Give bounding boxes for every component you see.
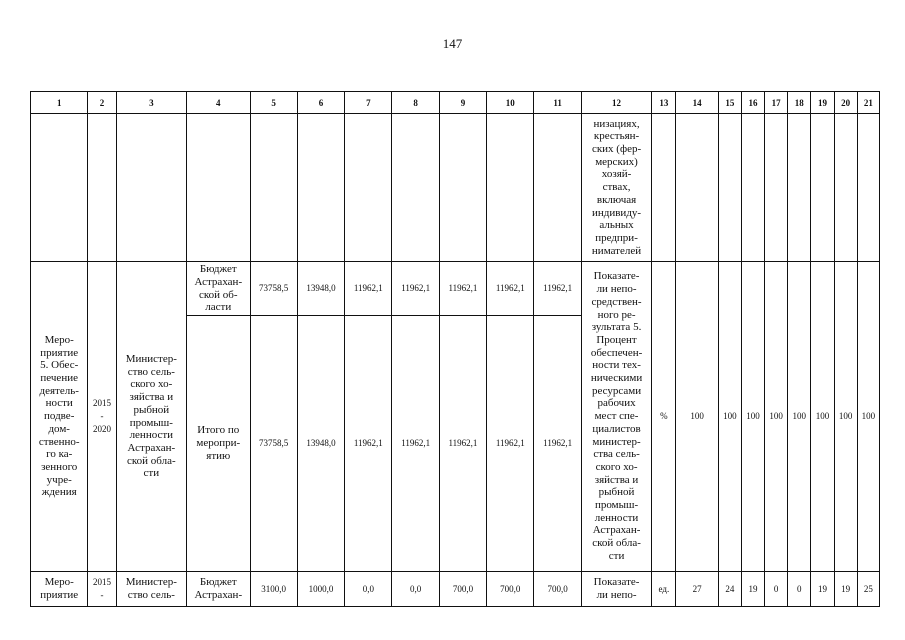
target-value: 100 (765, 262, 788, 572)
column-number: 8 (392, 92, 439, 114)
amount-cell: 3100,0 (250, 572, 297, 607)
amount-cell: 0,0 (345, 572, 392, 607)
column-number: 17 (765, 92, 788, 114)
amount-cell: 73758,5 (250, 262, 297, 316)
column-number: 21 (857, 92, 879, 114)
target-value: 25 (857, 572, 879, 607)
amount-cell: 11962,1 (392, 262, 439, 316)
amount-cell: 11962,1 (392, 316, 439, 572)
funding-source: Бюджет Астрахан- ской об- ласти (187, 262, 250, 316)
amount-cell: 700,0 (439, 572, 486, 607)
column-number-row (31, 92, 880, 114)
column-number: 20 (834, 92, 857, 114)
target-value: 19 (741, 572, 764, 607)
target-value: 27 (676, 572, 718, 607)
amount-cell: 11962,1 (487, 262, 534, 316)
program-measures-table (30, 91, 880, 607)
indicator-text: Показате- ли непо- средствен- ного ре- зультата 5. Процент обеспечен- ности тех- ническими ресурсами рабочих мест спе- циалистов министер- ства сель- ского хо- зяйства и рыбной промыш- ленности Астрахан- ской обла- сти (581, 262, 651, 572)
amount-cell: 11962,1 (345, 262, 392, 316)
measure-period: 2015 - 2020 (88, 262, 116, 572)
column-number: 3 (116, 92, 186, 114)
amount-cell: 11962,1 (439, 262, 486, 316)
column-number: 13 (652, 92, 676, 114)
indicator-unit: % (652, 262, 676, 572)
column-number: 1 (31, 92, 88, 114)
column-number: 11 (534, 92, 581, 114)
funding-source: Итого по меропри- ятию (187, 316, 250, 572)
column-number: 19 (811, 92, 834, 114)
measure-period: 2015 - (88, 572, 116, 607)
continuation-row (31, 114, 880, 262)
column-number: 6 (297, 92, 344, 114)
target-value: 100 (857, 262, 879, 572)
column-number: 5 (250, 92, 297, 114)
amount-cell: 700,0 (487, 572, 534, 607)
column-number: 14 (676, 92, 718, 114)
column-number: 9 (439, 92, 486, 114)
amount-cell: 1000,0 (297, 572, 344, 607)
amount-cell: 0,0 (392, 572, 439, 607)
column-number: 15 (718, 92, 741, 114)
measure-executor: Министер- ство сель- ского хо- зяйства и рыбной промыш- ленности Астрахан- ской обла- сти (116, 262, 186, 572)
target-value: 24 (718, 572, 741, 607)
target-value: 100 (811, 262, 834, 572)
amount-cell: 73758,5 (250, 316, 297, 572)
measure-name: Меро- приятие 5. Обес- печение деятель- ности подве- дом- ственно- го ка- зенного учре- ждения (31, 262, 88, 572)
amount-cell: 11962,1 (487, 316, 534, 572)
target-value: 19 (834, 572, 857, 607)
measure-name: Меро- приятие (31, 572, 88, 607)
target-value: 100 (834, 262, 857, 572)
column-number: 18 (788, 92, 811, 114)
column-number: 12 (581, 92, 651, 114)
column-number: 7 (345, 92, 392, 114)
target-value: 19 (811, 572, 834, 607)
indicator-text: Показате- ли непо- (581, 572, 651, 607)
measure5-budget-row (31, 262, 880, 316)
amount-cell: 13948,0 (297, 316, 344, 572)
target-value: 100 (788, 262, 811, 572)
amount-cell: 11962,1 (345, 316, 392, 572)
target-value: 100 (718, 262, 741, 572)
page-number: 147 (442, 36, 463, 51)
funding-source: Бюджет Астрахан- (187, 572, 250, 607)
amount-cell: 700,0 (534, 572, 581, 607)
amount-cell: 13948,0 (297, 262, 344, 316)
column-number: 10 (487, 92, 534, 114)
target-value: 100 (741, 262, 764, 572)
next-measure-row (31, 572, 880, 607)
indicator-text-continued: низациях, крестьян- ских (фер- мерских) хозяй- ствах, включая индивиду- альных предпри- нимателей (581, 114, 651, 262)
amount-cell: 11962,1 (534, 316, 581, 572)
amount-cell: 11962,1 (439, 316, 486, 572)
column-number: 16 (741, 92, 764, 114)
target-value: 100 (676, 262, 718, 572)
measure-executor: Министер- ство сель- (116, 572, 186, 607)
indicator-unit: ед. (652, 572, 676, 607)
amount-cell: 11962,1 (534, 262, 581, 316)
column-number: 4 (187, 92, 250, 114)
target-value: 0 (765, 572, 788, 607)
column-number: 2 (88, 92, 116, 114)
target-value: 0 (788, 572, 811, 607)
